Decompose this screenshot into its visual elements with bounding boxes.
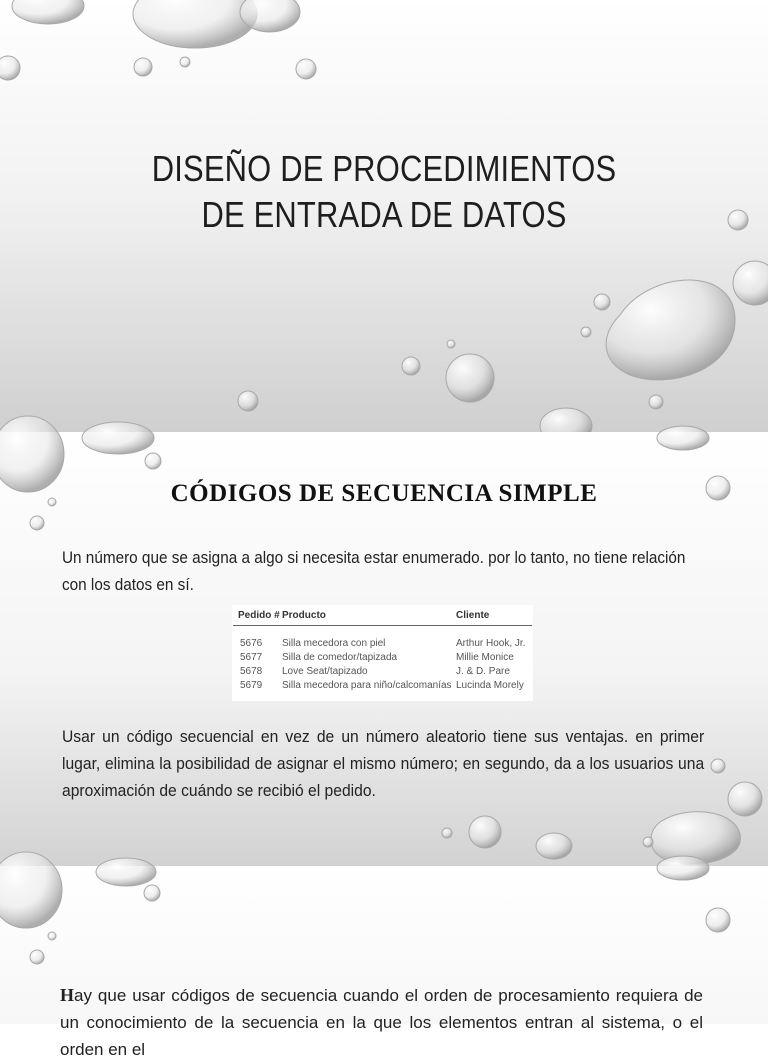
title-line-1: DISEÑO DE PROCEDIMIENTOS (151, 148, 617, 189)
cell-order-number: 5679 (240, 680, 263, 691)
slide-heading: CÓDIGOS DE SECUENCIA SIMPLE (170, 480, 598, 507)
table-header-rule (233, 625, 532, 626)
cell-order-number: 5678 (240, 666, 263, 677)
table-row (232, 652, 533, 666)
table-row (232, 666, 533, 680)
cell-order-number: 5677 (240, 652, 263, 663)
slide-sequence-usage (0, 866, 768, 1059)
cell-order-number: 5676 (240, 638, 263, 649)
cell-client: Lucinda Morely (456, 680, 524, 691)
cell-product: Silla mecedora para niño/calcomanías (282, 680, 452, 691)
title-line-2: DE ENTRADA DE DATOS (201, 194, 567, 235)
cell-product: Silla de comedor/tapizada (282, 652, 398, 663)
body-paragraph: Usar un código secuencial en vez de un número aleatorio tiene sus ventajas. en primer lugar, elimina la posibilidad de asignar el mismo número; en segundo, da a los usuarios una aproximación de cuándo se recibió el pedido. (62, 727, 705, 800)
cell-product: Silla mecedora con piel (282, 638, 386, 649)
body-paragraph (60, 982, 703, 1063)
cell-client: Arthur Hook, Jr. (456, 638, 526, 649)
table-header-pedido: Pedido # (238, 610, 280, 621)
slide-sequence-codes (0, 432, 768, 866)
table-header-producto: Producto (282, 610, 326, 621)
table-header-cliente: Cliente (456, 610, 490, 621)
intro-paragraph: Un número que se asigna a algo si necesita estar enumerado. por lo tanto, no tiene relación con los datos en sí. (62, 548, 686, 594)
cell-client: Millie Monice (456, 652, 514, 663)
slide-title (0, 0, 768, 432)
body-text: ay que usar códigos de secuencia cuando el orden de procesamiento requiera de un conocimiento de la secuencia en la que los elementos entran al sistema, o el orden en el (60, 986, 703, 1059)
drop-cap: H (60, 985, 75, 1005)
cell-product: Love Seat/tapizado (282, 666, 368, 677)
table-row (232, 680, 533, 694)
page-title (126, 146, 642, 238)
table-row (232, 638, 533, 652)
order-table (232, 605, 533, 701)
cell-client: J. & D. Pare (456, 666, 510, 677)
